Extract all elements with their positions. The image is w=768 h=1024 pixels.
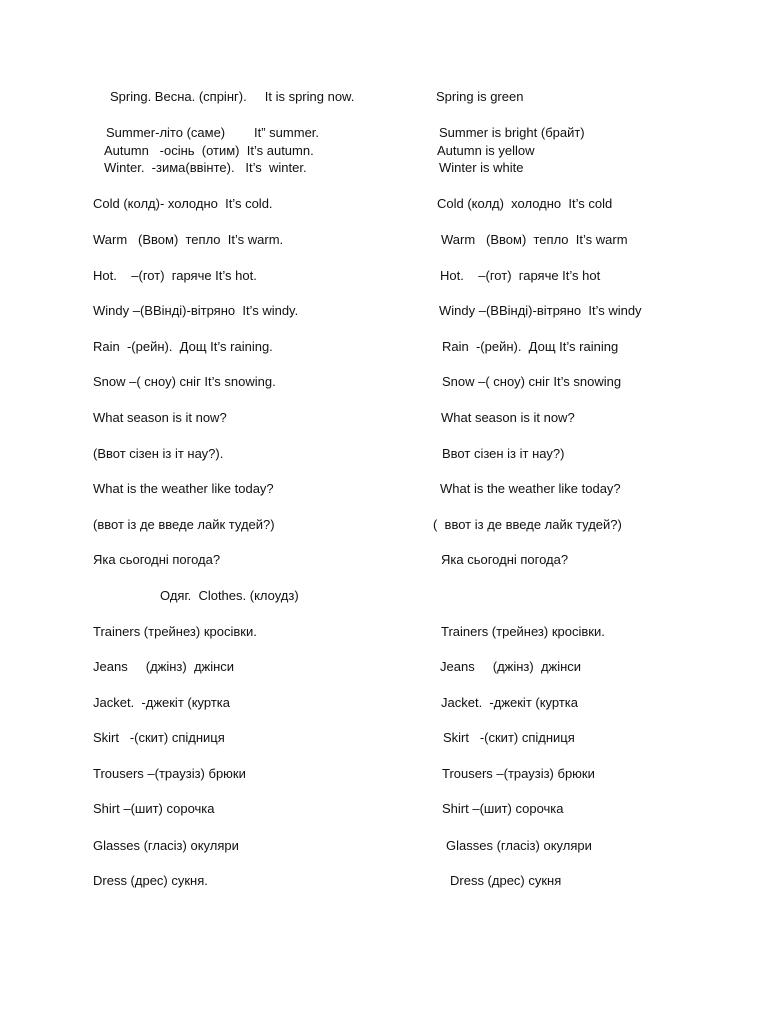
right-line-cold: Cold (колд) холодно It’s cold <box>437 196 613 211</box>
left-line-jacket: Jacket. -джекіт (куртка <box>93 695 231 710</box>
left-line-season-question: What season is it now? <box>93 410 227 425</box>
left-line-shirt: Shirt –(шит) сорочка <box>93 801 215 816</box>
left-line-rain: Rain -(рейн). Дощ It’s raining. <box>93 339 273 354</box>
right-line-trousers: Trousers –(траузіз) брюки <box>442 766 595 781</box>
left-line-windy: Windy –(ВВінді)-вітряно It’s windy. <box>93 303 299 318</box>
left-line-winter: Winter. -зима(ввінте). It’s winter. <box>104 160 307 175</box>
left-line-warm: Warm (Ввом) тепло It’s warm. <box>93 232 284 247</box>
right-line-winter: Winter is white <box>439 160 524 175</box>
right-line-jeans: Jeans (джінз) джінси <box>440 659 582 674</box>
right-line-skirt: Skirt -(скит) спідниця <box>443 730 575 745</box>
left-line-spring: Spring. Весна. (спрінг). It is spring now. <box>110 89 355 104</box>
right-line-glasses: Glasses (гласіз) окуляри <box>446 838 592 853</box>
clothes-heading: Одяг. Clothes. (клоудз) <box>160 588 299 603</box>
right-line-autumn: Autumn is yellow <box>437 143 535 158</box>
left-line-cold: Cold (колд)- холодно It’s cold. <box>93 196 273 211</box>
right-line-weather-question: What is the weather like today? <box>440 481 621 496</box>
left-line-glasses: Glasses (гласіз) окуляри <box>93 838 239 853</box>
left-line-weather-transcription: (ввот із де введе лайк тудей?) <box>93 517 275 532</box>
left-line-trainers: Trainers (трейнез) кросівки. <box>93 624 257 639</box>
left-line-skirt: Skirt -(скит) спідниця <box>93 730 225 745</box>
left-line-hot: Hot. –(гот) гаряче It’s hot. <box>93 268 257 283</box>
left-line-snow: Snow –( сноу) сніг It’s snowing. <box>93 374 276 389</box>
right-line-rain: Rain -(рейн). Дощ It’s raining <box>442 339 619 354</box>
right-line-spring: Spring is green <box>436 89 524 104</box>
right-line-summer: Summer is bright (брайт) <box>439 125 585 140</box>
left-line-autumn: Autumn -осінь (отим) It’s autumn. <box>104 143 314 158</box>
left-line-weather-question: What is the weather like today? <box>93 481 274 496</box>
right-line-weather-transcription: ( ввот із де введе лайк тудей?) <box>433 517 622 532</box>
right-line-dress: Dress (дрес) сукня <box>450 873 562 888</box>
left-line-season-transcription: (Ввот сізен із іт нау?). <box>93 446 224 461</box>
right-line-windy: Windy –(ВВінді)-вітряно It’s windy <box>439 303 642 318</box>
left-line-weather-ukrainian: Яка сьогодні погода? <box>93 552 221 567</box>
right-line-snow: Snow –( сноу) сніг It’s snowing <box>442 374 622 389</box>
right-line-jacket: Jacket. -джекіт (куртка <box>441 695 579 710</box>
right-line-weather-ukrainian: Яка сьогодні погода? <box>441 552 569 567</box>
right-line-hot: Hot. –(гот) гаряче It’s hot <box>440 268 601 283</box>
right-line-shirt: Shirt –(шит) сорочка <box>442 801 564 816</box>
right-line-trainers: Trainers (трейнез) кросівки. <box>441 624 605 639</box>
right-line-warm: Warm (Ввом) тепло It’s warm <box>441 232 628 247</box>
left-line-summer: Summer-літо (саме) It” summer. <box>106 125 320 140</box>
right-line-season-question: What season is it now? <box>441 410 575 425</box>
left-line-dress: Dress (дрес) сукня. <box>93 873 208 888</box>
right-line-season-transcription: Ввот сізен із іт нау?) <box>442 446 565 461</box>
left-line-jeans: Jeans (джінз) джінси <box>93 659 235 674</box>
left-line-trousers: Trousers –(траузіз) брюки <box>93 766 246 781</box>
